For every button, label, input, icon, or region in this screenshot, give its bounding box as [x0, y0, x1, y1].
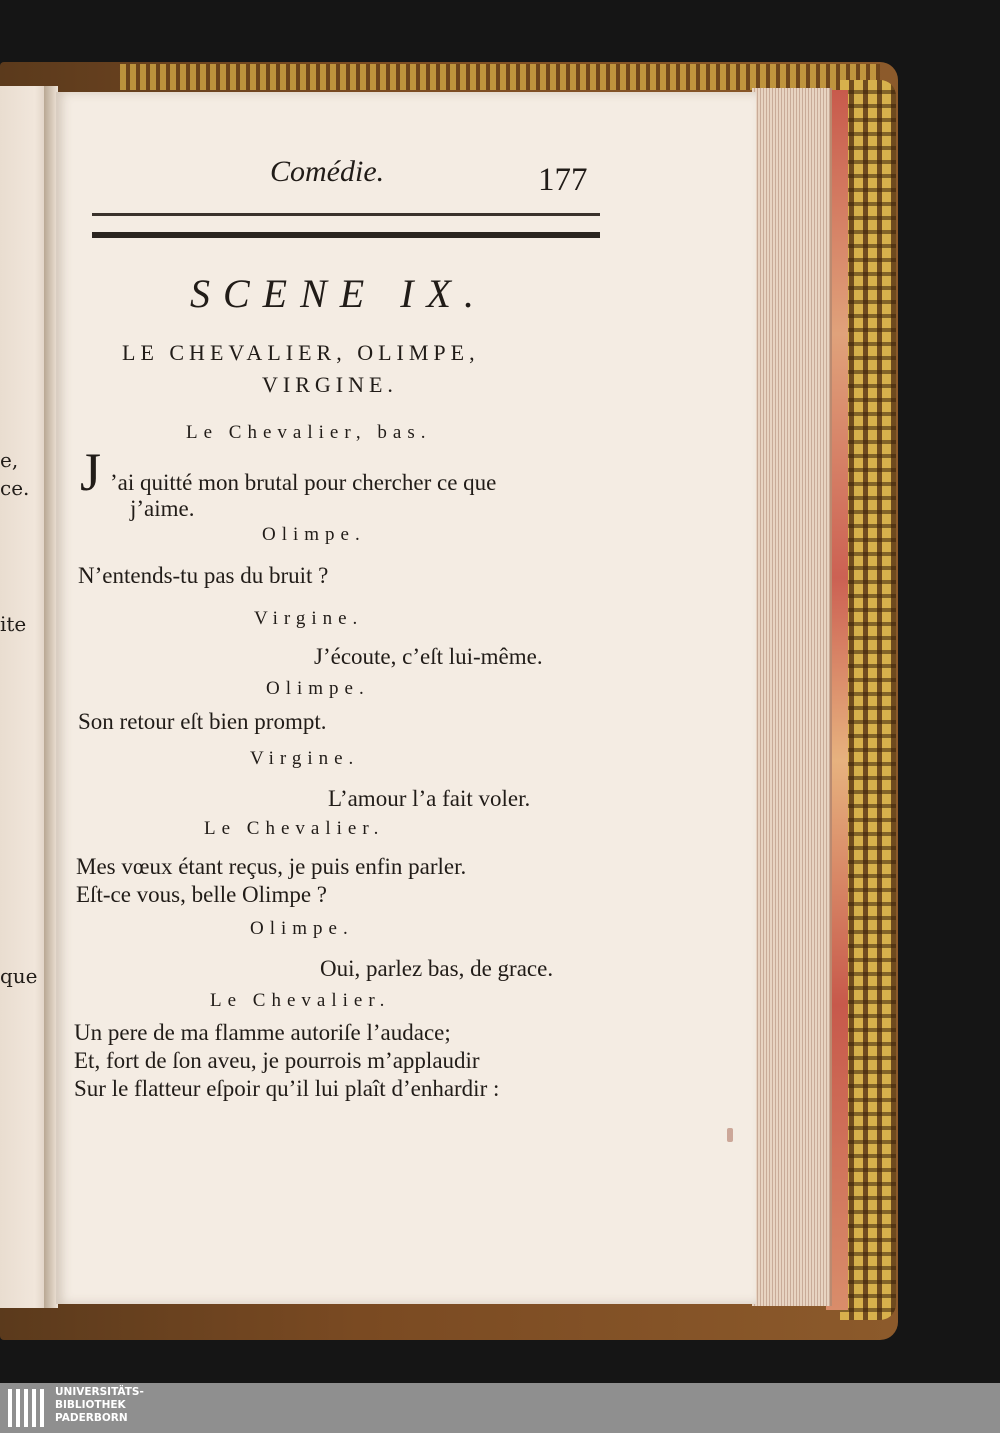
verse-line: Oui, parlez bas, de grace. — [320, 956, 554, 981]
left-page — [0, 86, 50, 1308]
verse-line: Mes vœux étant reçus, je puis enfin parler. — [76, 854, 467, 879]
left-page-fragment: que — [0, 964, 38, 988]
page-number: 177 — [538, 162, 588, 198]
speaker-name: Olimpe. — [250, 918, 354, 939]
speaker-name: Virgine. — [254, 608, 364, 629]
verse-line: j’aime. — [130, 496, 195, 521]
gilt-fore-edge-binding — [840, 80, 896, 1320]
ink-mark — [727, 1128, 733, 1142]
header-rule-thin — [92, 213, 600, 216]
drop-cap: J — [80, 442, 102, 502]
cast-list: VIRGINE. — [262, 372, 398, 397]
verse-line: Sur le flatteur eſpoir qu’il lui plaît d’enhardir : — [74, 1076, 500, 1101]
scene-title: SCENE IX. — [190, 271, 487, 316]
speaker-name: Le Chevalier. — [204, 818, 385, 839]
verse-line: Son retour eſt bien prompt. — [78, 709, 327, 734]
speaker-name: Olimpe. — [266, 678, 370, 699]
cast-list: LE CHEVALIER, OLIMPE, — [122, 340, 480, 365]
footer-bar — [0, 1383, 1000, 1433]
speaker-name: Le Chevalier, bas. — [186, 422, 432, 443]
verse-line: Un pere de ma flamme autoriſe l’audace; — [74, 1020, 451, 1045]
left-page-fragment: e, — [0, 448, 19, 472]
cover-top-gilding — [120, 64, 880, 90]
library-logo-icon — [8, 1389, 48, 1427]
page-stack-edge — [752, 88, 832, 1306]
library-logo-text: UNIVERSITÄTS- BIBLIOTHEK PADERBORN — [55, 1386, 144, 1424]
left-page-fragment: ite — [0, 612, 27, 636]
verse-line: Eſt-ce vous, belle Olimpe ? — [76, 882, 328, 907]
left-page-fragment: ce. — [0, 476, 30, 500]
verse-line: L’amour l’a fait voler. — [328, 786, 531, 811]
speaker-name: Virgine. — [250, 748, 360, 769]
verse-line: N’entends-tu pas du bruit ? — [78, 563, 329, 588]
header-rule-thick — [92, 232, 600, 238]
running-head: Comédie. — [270, 155, 385, 188]
verse-line: J’écoute, c’eſt lui-même. — [314, 644, 543, 669]
speaker-name: Olimpe. — [262, 524, 366, 545]
speaker-name: Le Chevalier. — [210, 990, 391, 1011]
verse-line: ’ai quitté mon brutal pour chercher ce que — [110, 470, 497, 495]
verse-line: Et, fort de ſon aveu, je pourrois m’applaudir — [74, 1048, 480, 1073]
